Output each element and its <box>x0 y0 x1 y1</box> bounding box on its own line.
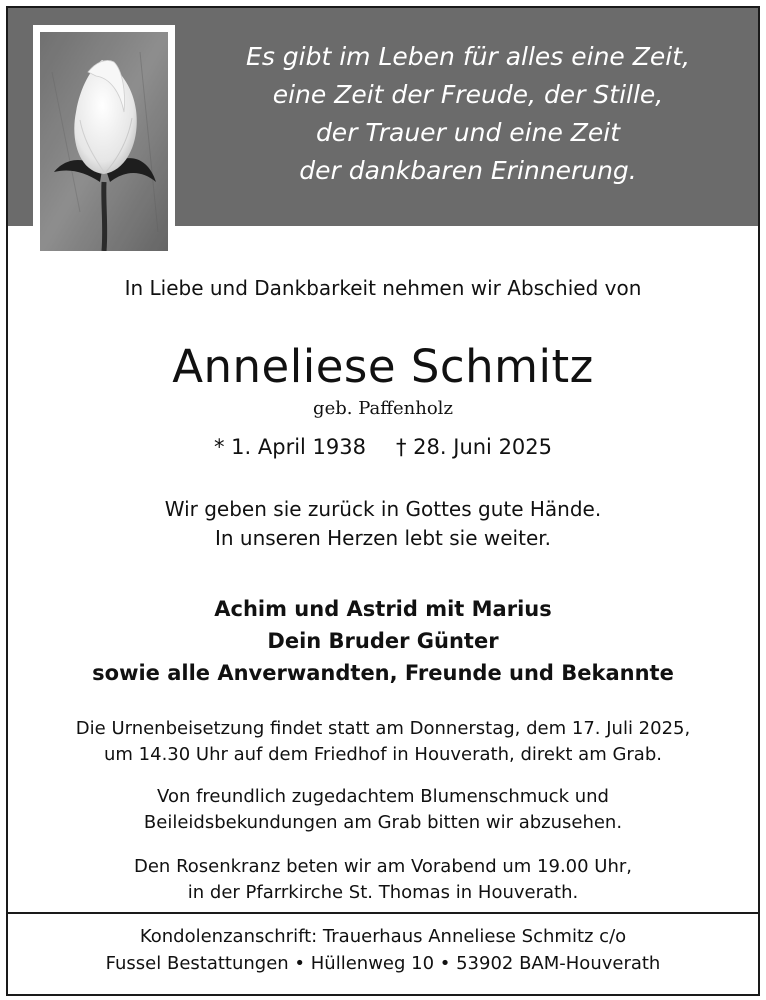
flowers-notice <box>8 784 758 836</box>
notice-line: in der Pfarrkirche St. Thomas in Houverath. <box>187 882 579 903</box>
family-line: Achim und Astrid mit Marius <box>214 597 552 621</box>
quote-line: der Trauer und eine Zeit <box>315 118 621 147</box>
rosary-notice <box>8 854 758 906</box>
obituary-notice <box>6 6 760 996</box>
rose-photo <box>33 25 175 258</box>
family-line: sowie alle Anverwandten, Freunde und Bekannte <box>92 661 674 685</box>
rose-icon <box>40 32 168 251</box>
deceased-name: Anneliese Schmitz <box>172 340 594 393</box>
address-line: Kondolenzanschrift: Trauerhaus Anneliese Schmitz c/o <box>139 926 627 947</box>
life-dates <box>8 435 758 459</box>
notice-line: um 14.30 Uhr auf dem Friedhof in Houverath, direkt am Grab. <box>104 744 662 765</box>
quote-line: eine Zeit der Freude, der Stille, <box>272 80 664 109</box>
divider <box>8 912 758 914</box>
quote-line: Es gibt im Leben für alles eine Zeit, <box>246 42 690 71</box>
maiden-name: geb. Paffenholz <box>313 398 453 419</box>
verse-line: In unseren Herzen lebt sie weiter. <box>214 526 552 550</box>
urn-burial-notice <box>8 716 758 768</box>
notice-line: Beileidsbekundungen am Grab bitten wir abzusehen. <box>143 812 623 833</box>
family-list <box>8 593 758 689</box>
address-line: Fussel Bestattungen • Hüllenweg 10 • 53902 BAM-Houverath <box>105 953 661 974</box>
notice-line: Die Urnenbeisetzung findet statt am Donnerstag, dem 17. Juli 2025, <box>75 718 691 739</box>
death-date: † 28. Juni 2025 <box>396 435 553 459</box>
family-line: Dein Bruder Günter <box>267 629 499 653</box>
notice-line: Den Rosenkranz beten wir am Vorabend um 19.00 Uhr, <box>134 856 632 877</box>
quote-line: der dankbaren Erinnerung. <box>299 156 637 185</box>
birth-date: * 1. April 1938 <box>213 435 366 459</box>
verse <box>8 495 758 553</box>
condolence-address <box>8 923 758 977</box>
notice-line: Von freundlich zugedachtem Blumenschmuck und <box>157 786 609 807</box>
quote <box>198 38 738 190</box>
verse-line: Wir geben sie zurück in Gottes gute Hände. <box>164 497 602 521</box>
intro-text: In Liebe und Dankbarkeit nehmen wir Abschied von <box>124 276 642 300</box>
